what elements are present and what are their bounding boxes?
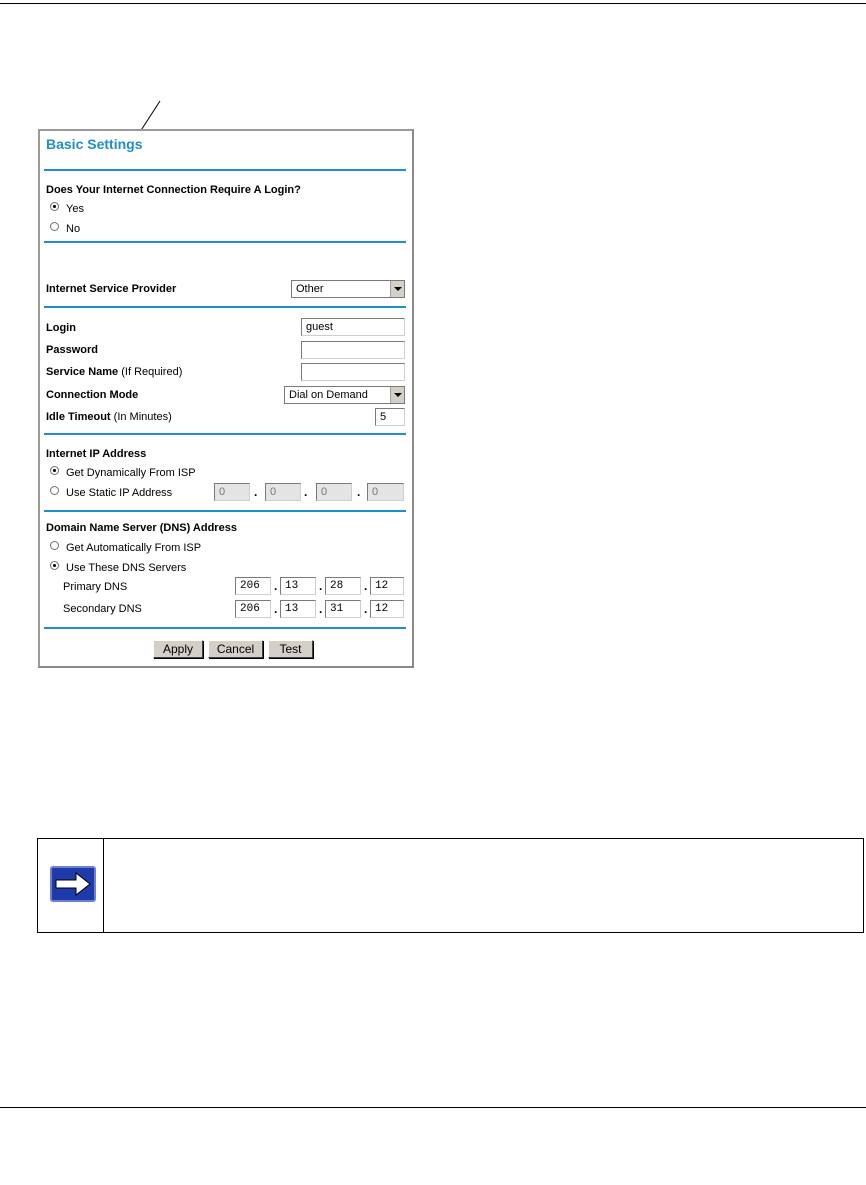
primary-dns-octet-1[interactable]: 206 <box>235 577 271 595</box>
apply-button[interactable]: Apply <box>153 640 203 658</box>
static-ip-octet-2[interactable]: 0 <box>265 483 301 501</box>
octet-dot: . <box>304 485 308 499</box>
octet-dot: . <box>357 485 361 499</box>
no-radio[interactable] <box>50 222 59 231</box>
separator <box>44 306 406 308</box>
password-label: Password <box>46 344 98 356</box>
ip-dynamic-label: Get Dynamically From ISP <box>66 467 196 479</box>
chevron-down-icon <box>390 387 404 403</box>
login-question: Does Your Internet Connection Require A Login? <box>46 184 301 196</box>
octet-dot: . <box>274 602 278 616</box>
octet-dot: . <box>364 602 368 616</box>
octet-dot: . <box>319 602 323 616</box>
service-name-title: Service Name <box>46 366 119 378</box>
dns-manual-radio[interactable] <box>50 561 59 570</box>
separator <box>44 510 406 512</box>
page-bottom-rule <box>0 1107 866 1108</box>
octet-dot: . <box>364 579 368 593</box>
basic-settings-panel <box>38 129 414 668</box>
isp-select[interactable] <box>291 280 405 298</box>
connection-mode-select[interactable] <box>284 386 405 404</box>
separator <box>44 241 406 243</box>
connection-mode-value: Dial on Demand <box>289 389 368 401</box>
login-label: Login <box>46 322 76 334</box>
note-divider <box>103 839 104 932</box>
service-name-label <box>46 366 182 378</box>
secondary-dns-octet-1[interactable]: 206 <box>235 600 271 618</box>
isp-select-value: Other <box>296 283 324 295</box>
cancel-button[interactable]: Cancel <box>208 640 263 658</box>
ip-address-header: Internet IP Address <box>46 448 147 460</box>
idle-timeout-title: Idle Timeout <box>46 411 111 423</box>
secondary-dns-octet-3[interactable]: 31 <box>325 600 361 618</box>
separator <box>44 627 406 629</box>
octet-dot: . <box>254 485 258 499</box>
dns-auto-label: Get Automatically From ISP <box>66 542 202 554</box>
secondary-dns-label: Secondary DNS <box>63 603 142 615</box>
octet-dot: . <box>319 579 323 593</box>
dns-auto-radio[interactable] <box>50 541 59 550</box>
dns-header: Domain Name Server (DNS) Address <box>46 522 237 534</box>
service-name-field[interactable] <box>301 363 405 381</box>
ip-dynamic-radio[interactable] <box>50 466 59 475</box>
static-ip-octet-1[interactable]: 0 <box>214 483 250 501</box>
login-field[interactable]: guest <box>301 318 405 336</box>
idle-timeout-field[interactable]: 5 <box>375 408 405 426</box>
static-ip-octet-4[interactable]: 0 <box>367 483 404 501</box>
ip-static-label: Use Static IP Address <box>66 487 173 499</box>
secondary-dns-octet-2[interactable]: 13 <box>280 600 316 618</box>
primary-dns-octet-3[interactable]: 28 <box>325 577 361 595</box>
password-field[interactable] <box>301 341 405 359</box>
separator <box>44 169 406 171</box>
isp-label: Internet Service Provider <box>46 283 177 295</box>
yes-label: Yes <box>66 203 84 215</box>
octet-dot: . <box>274 579 278 593</box>
separator <box>44 433 406 435</box>
primary-dns-octet-4[interactable]: 12 <box>370 577 404 595</box>
no-label: No <box>66 223 81 235</box>
test-button[interactable]: Test <box>268 640 313 658</box>
idle-timeout-label <box>46 411 172 423</box>
yes-radio[interactable] <box>50 202 59 211</box>
chevron-down-icon <box>390 281 404 297</box>
idle-timeout-hint: (In Minutes) <box>113 411 172 423</box>
static-ip-octet-3[interactable]: 0 <box>316 483 352 501</box>
arrow-right-icon <box>50 866 96 902</box>
primary-dns-octet-2[interactable]: 13 <box>280 577 316 595</box>
panel-title: Basic Settings <box>46 136 143 152</box>
service-name-hint: (If Required) <box>121 366 183 378</box>
secondary-dns-octet-4[interactable]: 12 <box>370 600 404 618</box>
connection-mode-label: Connection Mode <box>46 389 139 401</box>
note-box <box>37 838 864 933</box>
dns-manual-label: Use These DNS Servers <box>66 562 187 574</box>
primary-dns-label: Primary DNS <box>63 581 128 593</box>
ip-static-radio[interactable] <box>50 486 59 495</box>
